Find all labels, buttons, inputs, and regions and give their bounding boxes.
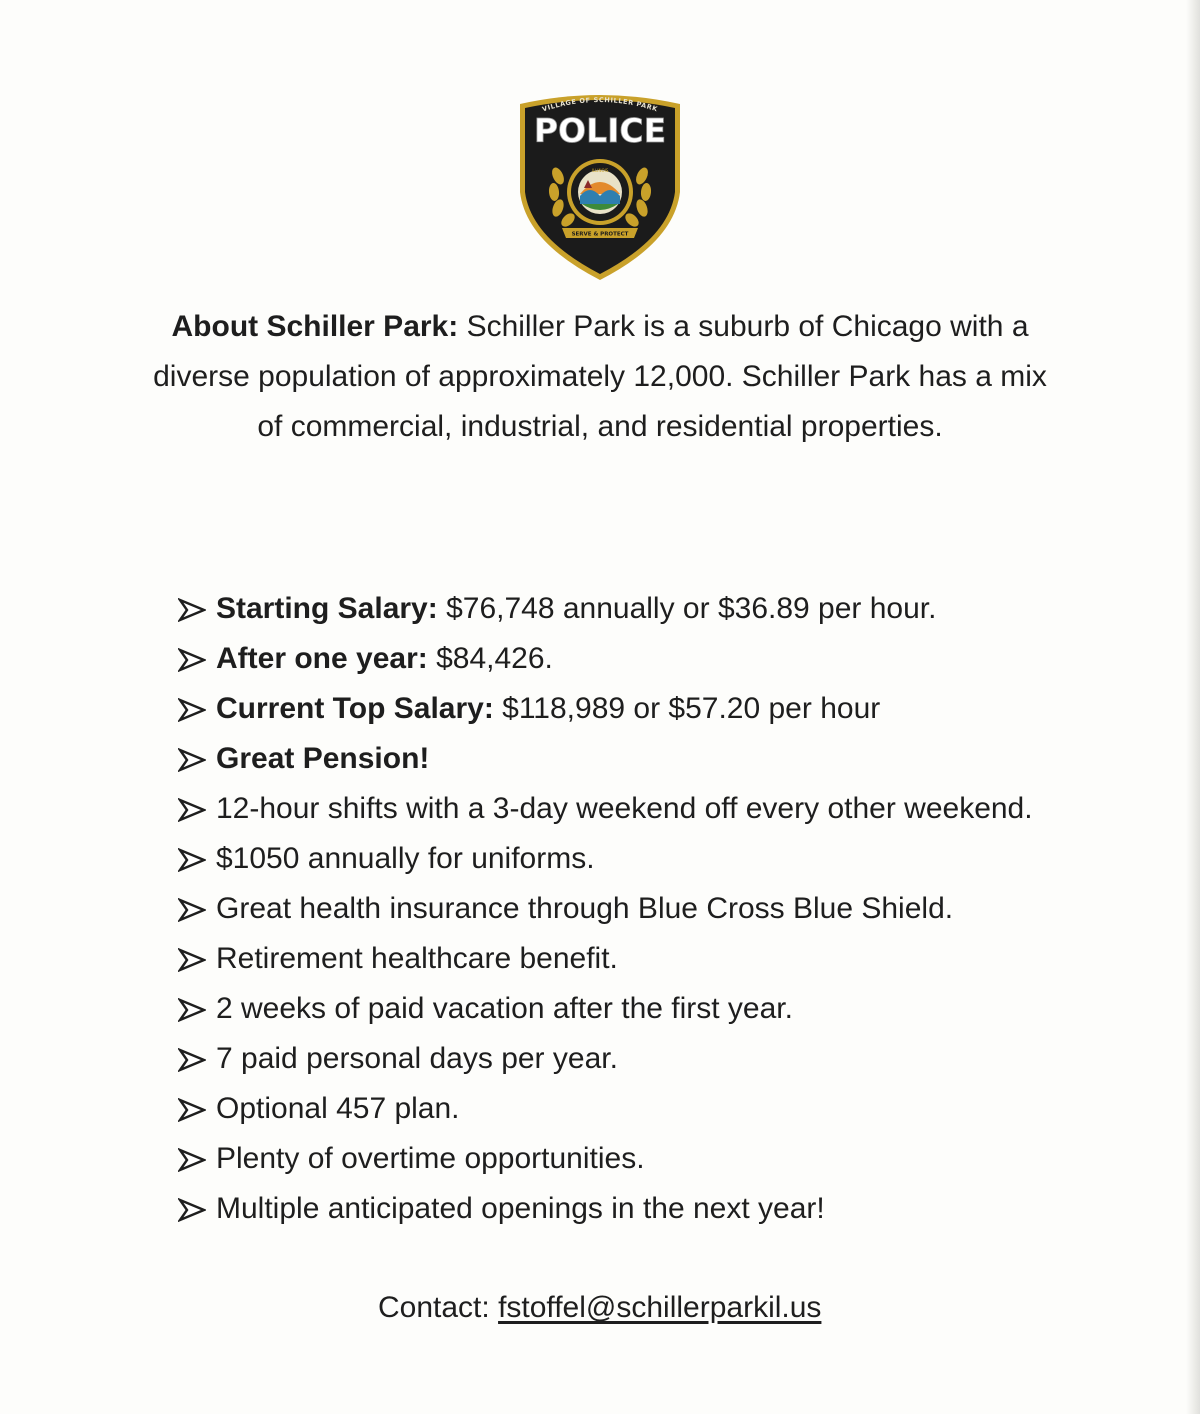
list-item [178, 634, 1078, 684]
list-item [178, 584, 1078, 634]
benefits-list [178, 584, 1078, 1234]
bullet-text: Multiple anticipated openings in the next year! [216, 1192, 825, 1225]
list-item [178, 734, 1078, 784]
bullet-bold: Current Top Salary: [216, 692, 494, 725]
arrowhead-bullet-icon [178, 698, 206, 722]
arrowhead-bullet-icon [178, 998, 206, 1022]
arrowhead-bullet-icon [178, 1098, 206, 1122]
list-item [178, 684, 1078, 734]
arrowhead-bullet-icon [178, 598, 206, 622]
list-item [178, 1084, 1078, 1134]
arrowhead-bullet-icon [178, 848, 206, 872]
about-text: Schiller Park is a suburb of Chicago with a diverse population of approximately 12,000. Schiller Park has a mix of commercial, industrial, and residential properties. [153, 310, 1047, 443]
arrowhead-bullet-icon [178, 948, 206, 972]
bullet-text: $118,989 or $57.20 per hour [493, 692, 881, 725]
bullet-text: $84,426. [427, 642, 553, 675]
list-item [178, 1184, 1078, 1234]
badge-arc-text: VILLAGE OF SCHILLER PARK [541, 95, 659, 114]
arrowhead-bullet-icon [178, 898, 206, 922]
arrowhead-bullet-icon [178, 748, 206, 772]
contact-email-link[interactable]: fstoffel@schillerparkil.us [498, 1291, 822, 1324]
seal-text: ILLINOIS [591, 168, 609, 173]
about-heading: About Schiller Park: [171, 310, 459, 343]
arrowhead-bullet-icon [178, 648, 206, 672]
bullet-text: Optional 457 plan. [216, 1092, 460, 1125]
list-item [178, 934, 1078, 984]
list-item [178, 1134, 1078, 1184]
about-paragraph [140, 302, 1060, 452]
contact-label: Contact: [378, 1291, 499, 1324]
arrowhead-bullet-icon [178, 1148, 206, 1172]
list-item [178, 784, 1078, 834]
contact-line [378, 1286, 821, 1330]
bullet-text: $1050 annually for uniforms. [216, 842, 595, 875]
list-item [178, 984, 1078, 1034]
list-item [178, 1034, 1078, 1084]
bullet-bold: Great Pension! [216, 742, 430, 775]
arrowhead-bullet-icon [178, 798, 206, 822]
police-badge-logo [514, 92, 686, 282]
bullet-text: Plenty of overtime opportunities. [216, 1142, 645, 1175]
list-item [178, 834, 1078, 884]
bullet-text: $76,748 annually or $36.89 per hour. [437, 592, 937, 625]
badge-banner-text: SERVE & PROTECT [571, 231, 629, 238]
page-edge-shadow [1186, 0, 1200, 1414]
bullet-text: 12-hour shifts with a 3-day weekend off every other weekend. [216, 792, 1033, 825]
bullet-text: 7 paid personal days per year. [216, 1042, 618, 1075]
arrowhead-bullet-icon [178, 1198, 206, 1222]
bullet-text: Retirement healthcare benefit. [216, 942, 618, 975]
bullet-bold: After one year: [216, 642, 428, 675]
list-item [178, 884, 1078, 934]
bullet-text: 2 weeks of paid vacation after the first year. [216, 992, 793, 1025]
badge-title: POLICE [533, 111, 667, 150]
bullet-text: Great health insurance through Blue Cross Blue Shield. [216, 892, 954, 925]
bullet-bold: Starting Salary: [216, 592, 438, 625]
arrowhead-bullet-icon [178, 1048, 206, 1072]
